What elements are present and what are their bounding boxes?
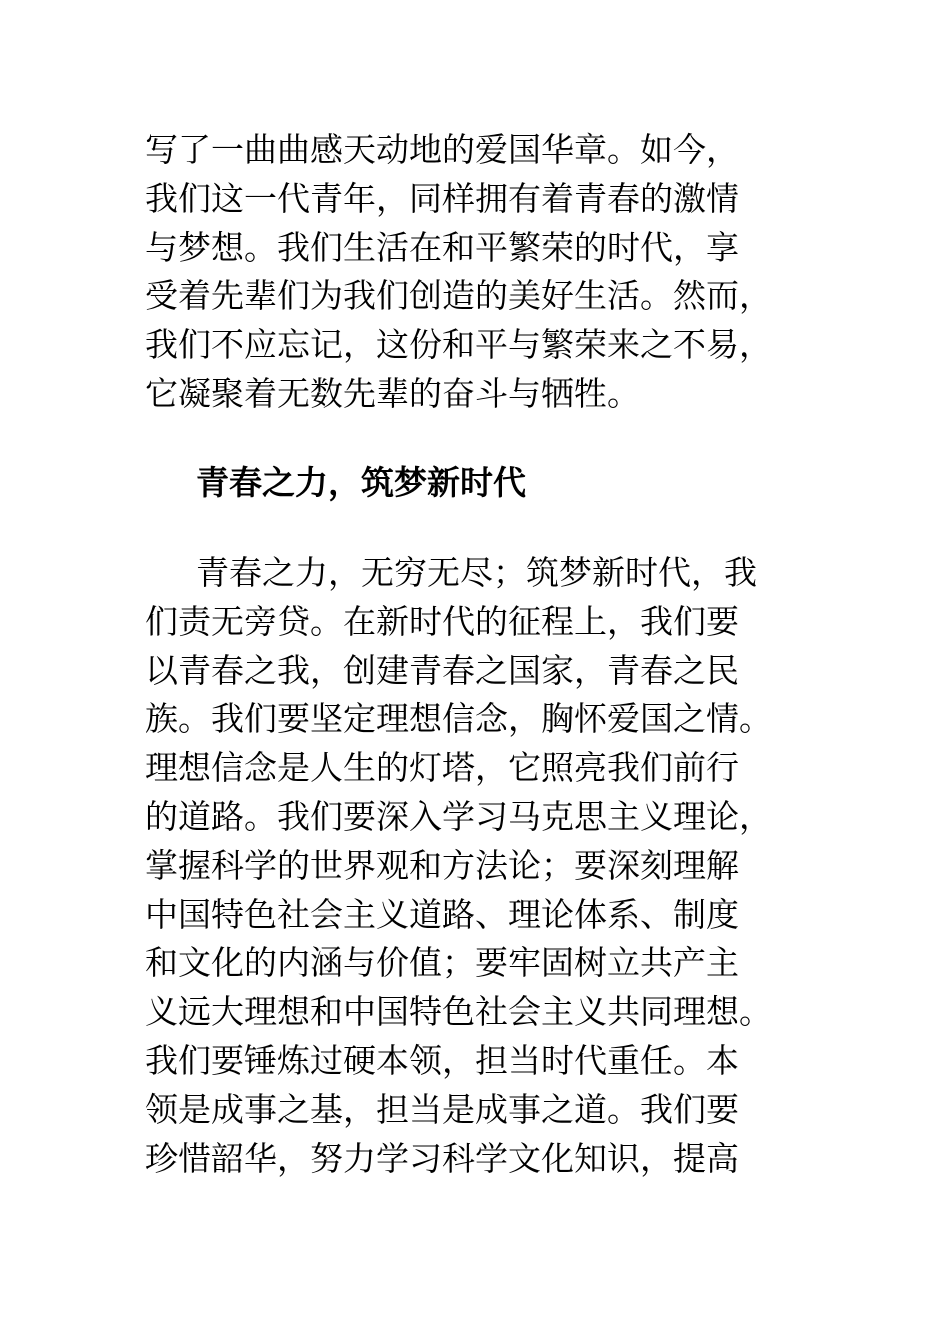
paragraph-line: 义远大理想和中国特色社会主义共同理想。 (145, 992, 772, 1032)
paragraph-line: 领是成事之基，担当是成事之道。我们要 (145, 1089, 739, 1129)
section-heading: 青春之力，筑梦新时代 (196, 463, 526, 502)
paragraph-2 (145, 549, 810, 1183)
paragraph-line: 写了一曲曲感天动地的爱国华章。如今， (145, 130, 739, 169)
paragraph-line: 族。我们要坚定理想信念，胸怀爱国之情。 (145, 699, 772, 739)
paragraph-line: 以青春之我，创建青春之国家，青春之民 (145, 650, 739, 690)
paragraph-line: 青春之力，无穷无尽；筑梦新时代，我 (196, 553, 757, 592)
paragraph-line: 珍惜韶华，努力学习科学文化知识，提高 (145, 1138, 739, 1178)
paragraph-line: 中国特色社会主义道路、理论体系、制度 (145, 894, 739, 934)
paragraph-line: 理想信念是人生的灯塔，它照亮我们前行 (145, 748, 739, 788)
paragraph-line: 掌握科学的世界观和方法论；要深刻理解 (145, 845, 739, 885)
paragraph-line: 它凝聚着无数先辈的奋斗与牺牲。 (145, 373, 640, 413)
paragraph-line: 我们要锤炼过硬本领，担当时代重任。本 (145, 1040, 739, 1080)
paragraph-line: 的道路。我们要深入学习马克思主义理论， (145, 796, 772, 836)
paragraph-line: 们责无旁贷。在新时代的征程上，我们要 (145, 601, 739, 641)
paragraph-line: 我们这一代青年，同样拥有着青春的激情 (145, 178, 739, 218)
paragraph-line: 我们不应忘记，这份和平与繁荣来之不易， (145, 325, 772, 365)
paragraph-1 (145, 126, 810, 419)
paragraph-line: 和文化的内涵与价值；要牢固树立共产主 (145, 943, 739, 983)
paragraph-line: 与梦想。我们生活在和平繁荣的时代，享 (145, 227, 739, 267)
paragraph-line: 受着先辈们为我们创造的美好生活。然而， (145, 276, 772, 316)
